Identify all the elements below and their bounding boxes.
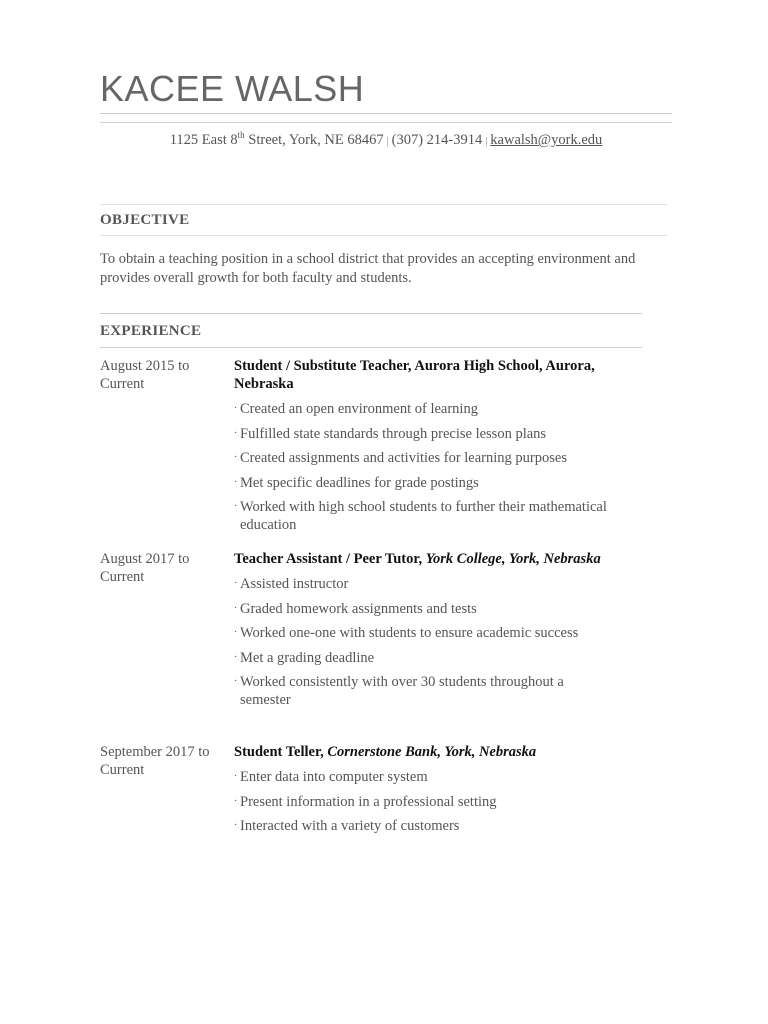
job-body bbox=[234, 550, 614, 716]
contact-line bbox=[100, 130, 672, 149]
job-bullet-text: Graded homework assignments and tests bbox=[240, 600, 477, 617]
bullet-dot-icon: · bbox=[234, 627, 238, 638]
job-bullet-item bbox=[234, 449, 614, 467]
job-bullet-list bbox=[234, 400, 614, 534]
job-bullet-text: Created assignments and activities for learning purposes bbox=[240, 450, 567, 466]
phone-text: (307) 214-3914 bbox=[391, 131, 483, 148]
job-bullet-text: Worked with high school students to further their mathematical education bbox=[240, 499, 607, 533]
bullet-dot-icon: · bbox=[234, 676, 238, 687]
header-divider-bottom bbox=[100, 122, 672, 123]
job-bullet-item bbox=[234, 498, 614, 534]
job-bullet-text: Worked consistently with over 30 students throughout a semester bbox=[240, 674, 564, 708]
job-bullet-text: Assisted instructor bbox=[240, 576, 349, 592]
objective-heading: OBJECTIVE bbox=[100, 212, 190, 228]
experience-heading: EXPERIENCE bbox=[100, 323, 202, 339]
job-bullet-item bbox=[234, 400, 614, 418]
job-bullet-text: Met specific deadlines for grade postings bbox=[240, 474, 479, 491]
address-text: 1125 East 8th Street, York, NE 68467 bbox=[169, 130, 384, 148]
job-title bbox=[234, 550, 614, 568]
job-bullet-text: Enter data into computer system bbox=[240, 769, 428, 785]
bullet-dot-icon: · bbox=[234, 578, 238, 589]
job-bullet-list bbox=[234, 768, 614, 835]
contact-separator: | bbox=[485, 135, 488, 147]
job-bullet-item bbox=[234, 649, 614, 667]
job-body bbox=[234, 357, 614, 541]
email-link[interactable]: kawalsh@york.edu bbox=[490, 131, 603, 148]
bullet-dot-icon: · bbox=[234, 427, 238, 439]
job-bullet-list bbox=[234, 575, 614, 709]
bullet-dot-icon: · bbox=[234, 771, 238, 782]
job-bullet-item bbox=[234, 624, 614, 642]
contact-separator: | bbox=[386, 135, 389, 147]
job-title-employer: York College, York, Nebraska bbox=[425, 551, 601, 567]
job-bullet-item bbox=[234, 575, 614, 593]
objective-divider-top bbox=[100, 204, 667, 205]
job-bullet-item bbox=[234, 425, 614, 443]
job-bullet-item bbox=[234, 817, 614, 835]
job-title-role: Student Teller, bbox=[234, 744, 328, 760]
job-title-role: Student / Substitute Teacher, Aurora High School, Aurora, Nebraska bbox=[234, 358, 595, 392]
resume-name: KACEE WALSH bbox=[100, 68, 365, 109]
experience-divider-bottom bbox=[100, 347, 642, 348]
job-body bbox=[234, 743, 614, 842]
job-bullet-text: Met a grading deadline bbox=[240, 649, 375, 666]
bullet-dot-icon: · bbox=[234, 602, 238, 614]
job-dates: August 2017 to Current bbox=[100, 551, 190, 585]
job-bullet-text: Interacted with a variety of customers bbox=[240, 818, 460, 834]
job-bullet-item bbox=[234, 673, 614, 709]
objective-text: To obtain a teaching position in a school district that provides an accepting environment and provides overall growth for both faculty and students. bbox=[100, 251, 636, 286]
bullet-dot-icon: · bbox=[234, 795, 238, 807]
job-title-role: Teacher Assistant / Peer Tutor, bbox=[234, 551, 426, 567]
job-bullet-text: Created an open environment of learning bbox=[240, 401, 478, 417]
job-bullet-item bbox=[234, 600, 614, 618]
job-title bbox=[234, 743, 614, 761]
bullet-dot-icon: · bbox=[234, 820, 238, 831]
bullet-dot-icon: · bbox=[234, 651, 238, 663]
job-bullet-item bbox=[234, 768, 614, 786]
job-bullet-item bbox=[234, 793, 614, 811]
job-bullet-text: Present information in a professional setting bbox=[240, 793, 497, 810]
job-bullet-text: Worked one-one with students to ensure academic success bbox=[240, 625, 579, 641]
job-title bbox=[234, 357, 614, 393]
header-divider-top bbox=[100, 113, 672, 114]
bullet-dot-icon: · bbox=[234, 501, 238, 512]
experience-divider-top bbox=[100, 313, 642, 314]
job-title-employer: Cornerstone Bank, York, Nebraska bbox=[327, 744, 537, 760]
job-bullet-item bbox=[234, 474, 614, 492]
objective-divider-bottom bbox=[100, 235, 667, 236]
job-dates: August 2015 to Current bbox=[100, 358, 190, 392]
bullet-dot-icon: · bbox=[234, 476, 238, 488]
job-bullet-text: Fulfilled state standards through precise lesson plans bbox=[240, 425, 547, 442]
bullet-dot-icon: · bbox=[234, 452, 238, 463]
job-dates: September 2017 to Current bbox=[100, 744, 210, 778]
bullet-dot-icon: · bbox=[234, 403, 238, 414]
